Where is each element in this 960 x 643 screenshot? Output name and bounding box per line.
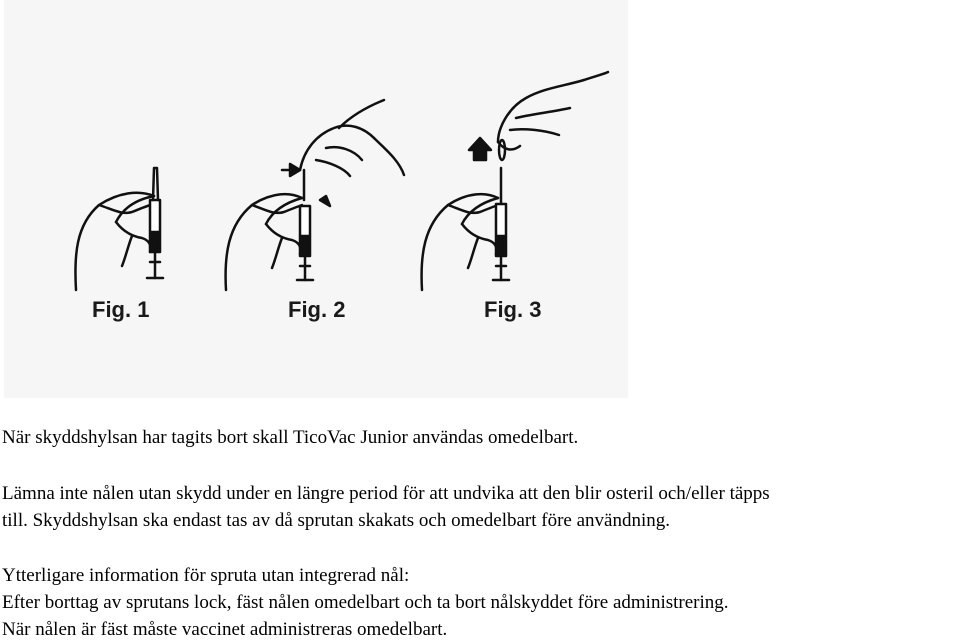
fig2-drawing [226,100,404,290]
fig2-label: Fig. 2 [288,297,346,322]
fig1-drawing [75,168,163,290]
fig3-drawing [422,72,608,290]
paragraph-additional-info [2,562,958,643]
text-line: Efter borttag av sprutans lock, fäst nålen omedelbart och ta bort nålskyddet före administrering. [2,592,729,613]
text-line: till. Skyddshylsan ska endast tas av då sprutan skakats och omedelbart före användning. [2,510,671,531]
fig1-label: Fig. 1 [92,297,150,322]
text-line: Ytterligare information för spruta utan integrerad nål: [2,565,410,586]
paragraph-cap-removed [2,424,958,451]
syringe-illustration [4,0,628,398]
text-line: När skyddshylsan har tagits bort skall TicoVac Junior användas omedelbart. [2,427,579,448]
text-line: När nålen är fäst måste vaccinet administreras omedelbart. [2,619,448,640]
fig3-label: Fig. 3 [484,297,542,322]
instruction-figure [4,0,628,398]
text-line: Lämna inte nålen utan skydd under en längre period för att undvika att den blir osteril och/eller täpps [2,483,770,504]
paragraph-needle-warning [2,480,958,534]
